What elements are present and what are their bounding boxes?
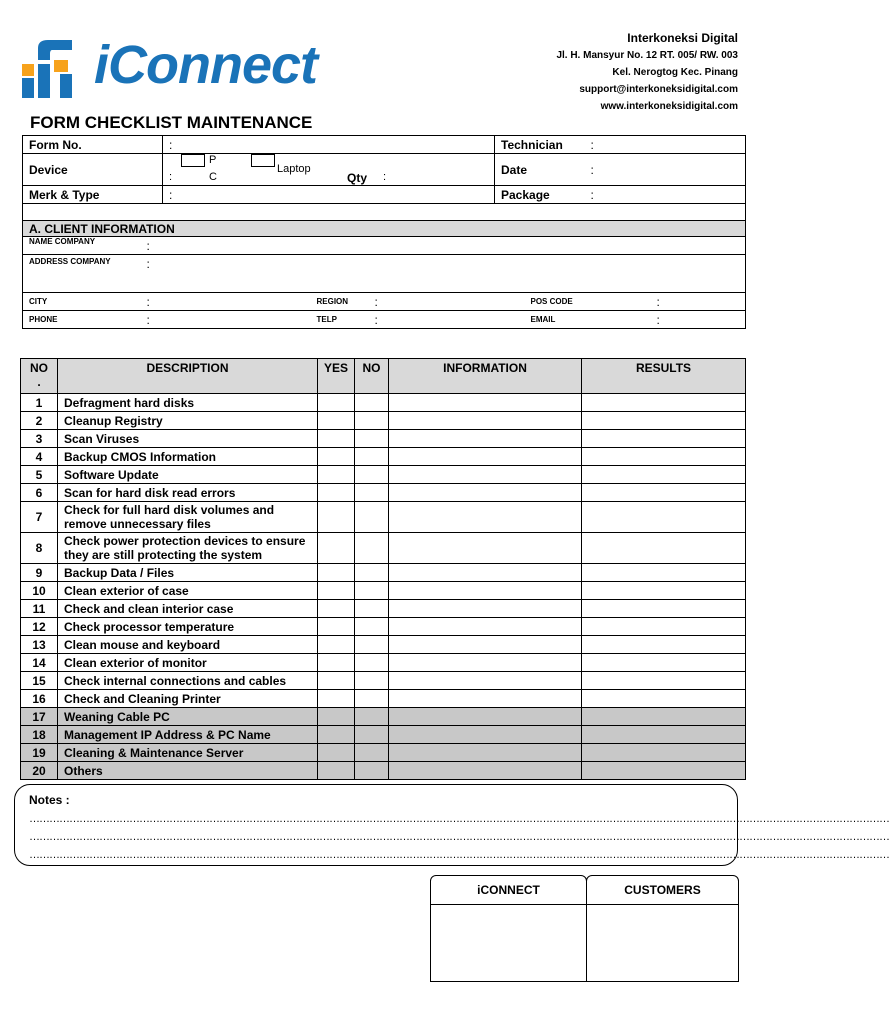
telp-field[interactable] [369,311,525,329]
yes-checkbox-cell[interactable] [318,430,355,448]
row-description: Clean exterior of case [58,582,318,600]
row-description: Check internal connections and cables [58,672,318,690]
no-checkbox-cell[interactable] [355,533,389,564]
checklist-row [21,448,746,466]
no-checkbox-cell[interactable] [355,726,389,744]
checklist-row [21,690,746,708]
package-label: Package [495,186,585,204]
yes-checkbox-cell[interactable] [318,618,355,636]
no-checkbox-cell[interactable] [355,564,389,582]
signature-header-iconnect: iCONNECT [430,875,587,905]
merk-type-label: Merk & Type [23,186,163,204]
yes-checkbox-cell[interactable] [318,484,355,502]
package-field[interactable] [585,186,746,204]
row-description: Check power protection devices to ensure they are still protecting the system [58,533,318,564]
checklist-row [21,430,746,448]
colon: : [146,294,150,309]
city-label: CITY [23,293,141,311]
yes-checkbox-cell[interactable] [318,448,355,466]
row-number: 5 [21,466,58,484]
pos-code-field[interactable] [651,293,746,311]
results-cell[interactable] [582,394,746,412]
logo-wordmark: iConnect [94,35,318,95]
colon: : [169,171,173,183]
row-number: 14 [21,654,58,672]
results-cell[interactable] [582,448,746,466]
qty-label: Qty [347,171,368,185]
row-description: Clean exterior of monitor [58,654,318,672]
yes-checkbox-cell[interactable] [318,412,355,430]
results-cell[interactable] [582,430,746,448]
row-description: Defragment hard disks [58,394,318,412]
row-number: 8 [21,533,58,564]
row-description: Cleaning & Maintenance Server [58,744,318,762]
notes-line: …………………………………………………………………………………………………………………………………………………………………………………………………………………………………… [29,849,889,861]
results-cell[interactable] [582,726,746,744]
information-cell[interactable] [389,654,582,672]
colon: : [146,312,150,327]
no-checkbox-cell[interactable] [355,502,389,533]
row-description: Backup CMOS Information [58,448,318,466]
row-description: Cleanup Registry [58,412,318,430]
results-cell[interactable] [582,618,746,636]
no-checkbox-cell[interactable] [355,600,389,618]
results-cell[interactable] [582,484,746,502]
signature-box-customers[interactable] [586,903,739,982]
merk-type-field[interactable] [163,186,495,204]
company-address-line-2: Kel. Nerogtog Kec. Pinang [612,67,738,78]
yes-checkbox-cell[interactable] [318,708,355,726]
checklist-row [21,466,746,484]
email-label: EMAIL [525,311,651,329]
client-section-title: A. CLIENT INFORMATION [23,221,746,237]
company-email: support@interkoneksidigital.com [579,84,738,95]
results-cell[interactable] [582,582,746,600]
device-laptop-checkbox[interactable] [251,154,275,167]
no-checkbox-cell[interactable] [355,466,389,484]
blank-row [23,204,746,222]
no-checkbox-cell[interactable] [355,744,389,762]
device-pc-label-2: C [209,171,217,183]
results-cell[interactable] [582,672,746,690]
information-cell[interactable] [389,672,582,690]
results-cell[interactable] [582,466,746,484]
row-number: 19 [21,744,58,762]
checklist-row [21,484,746,502]
results-cell[interactable] [582,690,746,708]
checklist-row [21,564,746,582]
information-cell[interactable] [389,618,582,636]
yes-checkbox-cell[interactable] [318,564,355,582]
checklist-row [21,726,746,744]
header-information: INFORMATION [389,359,582,394]
row-description: Check and Cleaning Printer [58,690,318,708]
header-no-text: NO [30,361,48,375]
device-field [163,154,495,186]
information-cell[interactable] [389,582,582,600]
row-number: 3 [21,430,58,448]
colon: : [374,294,378,309]
technician-field[interactable] [585,136,746,154]
header-no [21,359,58,394]
row-number: 6 [21,484,58,502]
colon: : [169,187,173,202]
company-website: www.interkoneksidigital.com [600,101,738,112]
header-yes: YES [318,359,355,394]
company-address-line-1: Jl. H. Mansyur No. 12 RT. 005/ RW. 003 [556,50,738,61]
company-logo [20,35,340,102]
colon: : [146,257,150,271]
checklist-row [21,654,746,672]
information-cell[interactable] [389,708,582,726]
signature-header-customers: CUSTOMERS [586,875,739,905]
colon: : [374,312,378,327]
name-company-field[interactable] [141,237,746,255]
phone-label: PHONE [23,311,141,329]
device-pc-label-1: P [209,154,217,166]
information-cell[interactable] [389,564,582,582]
information-cell[interactable] [389,636,582,654]
information-cell[interactable] [389,744,582,762]
row-description: Scan Viruses [58,430,318,448]
notes-title: Notes : [29,793,70,807]
form-no-field[interactable] [163,136,495,154]
notes-line: …………………………………………………………………………………………………………………………………………………………………………………………………………………………………… [29,813,889,825]
row-description: Check processor temperature [58,618,318,636]
no-checkbox-cell[interactable] [355,762,389,780]
yes-checkbox-cell[interactable] [318,582,355,600]
results-cell[interactable] [582,412,746,430]
row-number: 1 [21,394,58,412]
colon: : [383,171,387,183]
colon: : [590,137,594,152]
checklist-row [21,533,746,564]
information-cell[interactable] [389,533,582,564]
checklist-row [21,762,746,780]
device-label: Device [23,154,163,186]
row-number: 4 [21,448,58,466]
row-number: 17 [21,708,58,726]
results-cell[interactable] [582,600,746,618]
no-checkbox-cell[interactable] [355,394,389,412]
yes-checkbox-cell[interactable] [318,726,355,744]
telp-label: TELP [311,311,369,329]
no-checkbox-cell[interactable] [355,654,389,672]
information-cell[interactable] [389,394,582,412]
information-cell[interactable] [389,466,582,484]
city-field[interactable] [141,293,311,311]
checklist-row [21,582,746,600]
yes-checkbox-cell[interactable] [318,636,355,654]
notes-box[interactable] [14,784,889,866]
row-number: 15 [21,672,58,690]
no-checkbox-cell[interactable] [355,484,389,502]
header-no-dot: . [37,375,41,389]
checklist-row [21,502,746,533]
client-info-table [22,220,746,329]
row-description: Backup Data / Files [58,564,318,582]
colon: : [169,137,173,152]
colon: : [146,238,150,253]
row-number: 18 [21,726,58,744]
yes-checkbox-cell[interactable] [318,654,355,672]
checklist-row [21,412,746,430]
information-cell[interactable] [389,726,582,744]
name-company-label: NAME COMPANY [23,237,141,255]
information-cell[interactable] [389,412,582,430]
row-number: 13 [21,636,58,654]
row-description: Check for full hard disk volumes and remove unnecessary files [58,502,318,533]
form-no-label: Form No. [23,136,163,154]
address-company-field[interactable] [141,255,746,293]
address-company-label: ADDRESS COMPANY [23,255,141,293]
row-number: 11 [21,600,58,618]
row-number: 2 [21,412,58,430]
colon: : [656,294,660,309]
no-checkbox-cell[interactable] [355,690,389,708]
results-cell[interactable] [582,636,746,654]
checklist-row [21,636,746,654]
row-description: Others [58,762,318,780]
checklist-row [21,672,746,690]
row-description: Weaning Cable PC [58,708,318,726]
header-results: RESULTS [582,359,746,394]
row-description: Management IP Address & PC Name [58,726,318,744]
form-title: FORM CHECKLIST MAINTENANCE [30,113,313,132]
yes-checkbox-cell[interactable] [318,466,355,484]
region-label: REGION [311,293,369,311]
results-cell[interactable] [582,533,746,564]
yes-checkbox-cell[interactable] [318,533,355,564]
yes-checkbox-cell[interactable] [318,744,355,762]
checklist-row [21,744,746,762]
information-cell[interactable] [389,484,582,502]
notes-line: …………………………………………………………………………………………………………………………………………………………………………………………………………………………………… [29,831,889,843]
no-checkbox-cell[interactable] [355,708,389,726]
no-checkbox-cell[interactable] [355,618,389,636]
information-cell[interactable] [389,448,582,466]
checklist-row [21,394,746,412]
results-cell[interactable] [582,564,746,582]
email-field[interactable] [651,311,746,329]
phone-field[interactable] [141,311,311,329]
row-number: 16 [21,690,58,708]
device-pc-checkbox[interactable] [181,154,205,167]
region-field[interactable] [369,293,525,311]
signature-box-iconnect[interactable] [430,903,587,982]
results-cell[interactable] [582,708,746,726]
information-cell[interactable] [389,762,582,780]
results-cell[interactable] [582,744,746,762]
row-description: Scan for hard disk read errors [58,484,318,502]
information-cell[interactable] [389,600,582,618]
row-description: Software Update [58,466,318,484]
results-cell[interactable] [582,502,746,533]
no-checkbox-cell[interactable] [355,412,389,430]
yes-checkbox-cell[interactable] [318,502,355,533]
form-info-table [22,135,746,222]
row-number: 12 [21,618,58,636]
colon: : [656,312,660,327]
date-field[interactable] [585,154,746,186]
no-checkbox-cell[interactable] [355,582,389,600]
yes-checkbox-cell[interactable] [318,394,355,412]
checklist-row [21,618,746,636]
logo-mark-icon [20,38,94,102]
no-checkbox-cell[interactable] [355,448,389,466]
row-number: 9 [21,564,58,582]
results-cell[interactable] [582,762,746,780]
company-name: Interkoneksi Digital [627,31,738,45]
technician-label: Technician [495,136,585,154]
information-cell[interactable] [389,430,582,448]
information-cell[interactable] [389,502,582,533]
no-checkbox-cell[interactable] [355,636,389,654]
yes-checkbox-cell[interactable] [318,762,355,780]
row-number: 10 [21,582,58,600]
checklist-row [21,708,746,726]
yes-checkbox-cell[interactable] [318,600,355,618]
yes-checkbox-cell[interactable] [318,672,355,690]
no-checkbox-cell[interactable] [355,430,389,448]
no-checkbox-cell[interactable] [355,672,389,690]
row-description: Clean mouse and keyboard [58,636,318,654]
device-laptop-label: Laptop [277,163,311,175]
row-number: 7 [21,502,58,533]
colon: : [590,162,594,177]
date-label: Date [495,154,585,186]
colon: : [590,187,594,202]
results-cell[interactable] [582,654,746,672]
header-description: DESCRIPTION [58,359,318,394]
pos-code-label: POS CODE [525,293,651,311]
row-description: Check and clean interior case [58,600,318,618]
yes-checkbox-cell[interactable] [318,690,355,708]
checklist-row [21,600,746,618]
information-cell[interactable] [389,690,582,708]
row-number: 20 [21,762,58,780]
header-no-check: NO [355,359,389,394]
company-info [556,30,738,115]
maintenance-checklist-table [20,358,746,780]
